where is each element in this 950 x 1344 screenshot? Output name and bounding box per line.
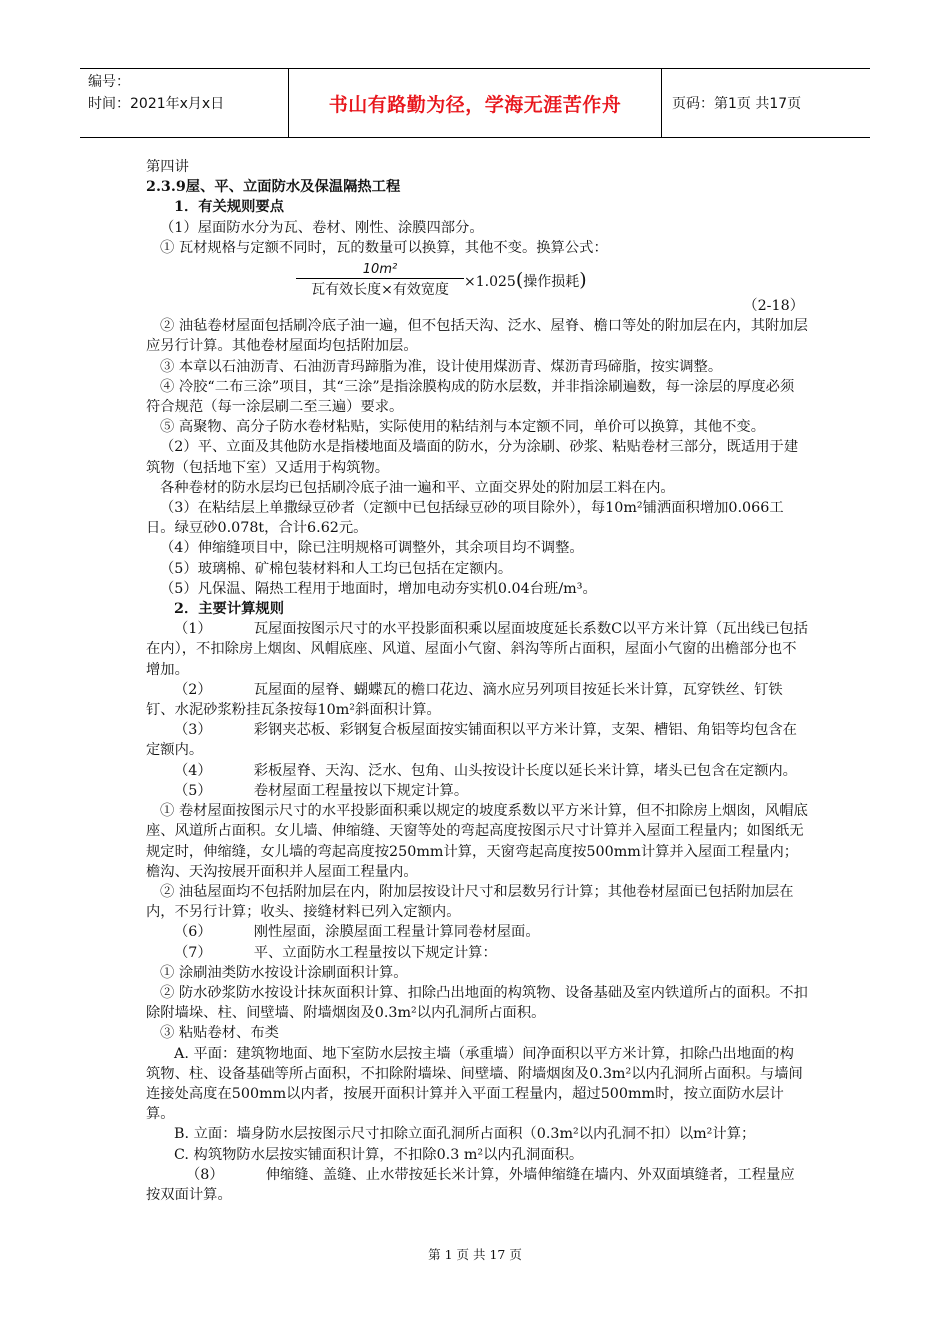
paragraph: ① 卷材屋面按图示尺寸的水平投影面积乘以规定的坡度系数以平方米计算，但不扣除房上烟囱，风帽底座、风道所占面积。女儿墙、伸缩缝、天窗等处的弯起高度按图示尺寸计算并入屋面工程量内；如图纸无规定时，伸缩缝，女儿墙的弯起高度按250mm计算，天窗弯起高度按500mm计算并入屋面工程量内；檐沟、天沟按展开面积并人屋面工程量内。 bbox=[146, 803, 808, 880]
conversion-formula bbox=[146, 258, 808, 302]
date-label: 时间：2021年x月x日 bbox=[88, 96, 225, 112]
paragraph: ③ 本章以石油沥青、石油沥青玛蹄脂为准，设计使用煤沥青、煤沥青玛碲脂，按实调整。 bbox=[160, 358, 723, 375]
page-footer: 第 1 页 共 17 页 bbox=[428, 1247, 522, 1262]
paragraph: B. 立面：墙身防水层按图示尺寸扣除立面孔洞所占面积（0.3m²以内孔洞不扣）以m²计算； bbox=[174, 1126, 756, 1143]
rule-item: （3） 彩钢夹芯板、彩钢复合板屋面按实铺面积以平方米计算，支架、槽铝、角铝等均包含在定额内。 bbox=[146, 722, 797, 759]
paragraph: ③ 粘贴卷材、布类 bbox=[160, 1025, 279, 1042]
subheading-rules: 1．有关规则要点 bbox=[174, 199, 285, 216]
page-header bbox=[80, 68, 870, 138]
paragraph: ⑤ 高聚物、高分子防水卷材粘贴，实际使用的粘结剂与本定额不同，单价可以换算，其他不变。 bbox=[160, 419, 766, 436]
rule-item: （4） 彩板屋脊、天沟、泛水、包角、山头按设计长度以延长米计算，堵头已包含在定额内。 bbox=[174, 762, 797, 779]
rule-item: （6） 刚性屋面，涂膜屋面工程量计算同卷材屋面。 bbox=[174, 924, 540, 941]
paragraph: ④ 冷胶“二布三涂”项目，其“三涂”是指涂膜构成的防水层数，并非指涂刷遍数，每一涂层的厚度必须符合规范（每一涂层刷二至三遍）要求。 bbox=[146, 378, 795, 416]
paragraph: ② 油毡屋面均不包括附加层在内，附加层按设计尺寸和层数另行计算；其他卷材屋面已包括附加层在内，不另行计算；收头、接缝材料已列入定额内。 bbox=[146, 883, 794, 921]
paragraph: （4）伸缩缝项目中，除已注明规格可调整外，其余项目均不调整。 bbox=[160, 540, 584, 557]
paragraph: ① 瓦材规格与定额不同时，瓦的数量可以换算，其他不变。换算公式： bbox=[160, 239, 608, 256]
section-title: 2.3.9屋、平、立面防水及保温隔热工程 bbox=[146, 179, 401, 196]
paragraph: （5）玻璃棉、矿棉包装材料和人工均已包括在定额内。 bbox=[160, 560, 513, 577]
formula-numerator: 10m² bbox=[362, 262, 398, 278]
formula-fraction bbox=[296, 260, 464, 300]
paragraph: （1）屋面防水分为瓦、卷材、刚性、涂膜四部分。 bbox=[160, 219, 484, 236]
rule-item: （5） 卷材屋面工程量按以下规定计算。 bbox=[174, 782, 469, 799]
paragraph: C. 构筑物防水层按实铺面积计算，不扣除0.3 m²以内孔洞面积。 bbox=[174, 1146, 584, 1163]
paragraph: （2）平、立面及其他防水是指楼地面及墙面的防水，分为涂刷、砂浆、粘贴卷材三部分，既适用于建筑物（包括地下室）又适用于构筑物。 bbox=[146, 439, 799, 476]
paragraph: 各种卷材的防水层均已包括刷冷底子油一遍和平、立面交界处的附加层工料在内。 bbox=[160, 479, 675, 496]
lecture-label: 第四讲 bbox=[146, 159, 189, 175]
paragraph: ② 油毡卷材屋面包括刷冷底子油一遍，但不包括天沟、泛水、屋脊、檐口等处的附加层在内，其附加层应另行计算。其他卷材屋面均包括附加层。 bbox=[146, 318, 808, 355]
header-motto: 书山有路勤为径，学海无涯苦作舟 bbox=[289, 69, 662, 137]
header-page-label: 页码：第1页 共17页 bbox=[672, 96, 802, 112]
paragraph: ② 防水砂浆防水按设计抹灰面积计算、扣除凸出地面的构筑物、设备基础及室内铁道所占的面积。不扣除附墙垛、柱、间壁墙、附墙烟囱及0.3m²以内孔洞所占面积。 bbox=[146, 984, 808, 1022]
header-meta bbox=[80, 69, 289, 137]
subheading-calc-rules: 2．主要计算规则 bbox=[174, 601, 285, 618]
formula-multiplier: ×1.025(操作损耗) bbox=[464, 269, 587, 292]
paragraph: ① 涂刷油类防水按设计涂刷面积计算。 bbox=[160, 964, 408, 981]
equation-number: （2-18） bbox=[743, 298, 804, 315]
rule-item: （2） 瓦屋面的屋脊、蝴蝶瓦的檐口花边、滴水应另列项目按延长米计算，瓦穿铁丝、钉铁钉、水泥砂浆粉挂瓦条按每10m²斜面积计算。 bbox=[146, 681, 783, 719]
rule-item: （8） 伸缩缝、盖缝、止水带按延长米计算，外墙伸缩缝在墙内、外双面填缝者，工程量应按双面计算。 bbox=[146, 1166, 795, 1203]
paragraph: A. 平面：建筑物地面、地下室防水层按主墙（承重墙）间净面积以平方米计算，扣除凸出地面的构筑物、柱、设备基础等所占面积，不扣除附墙垛、间壁墙、附墙烟囱及0.3m²以内孔洞所占面积。与墙间连接处高度在500mm以内者，按展开面积计算并入平面工程量内，超过500mm时，按立面防水层计算。 bbox=[146, 1045, 803, 1123]
rule-item: （1） 瓦屋面按图示尺寸的水平投影面积乘以屋面坡度延长系数C以平方米计算（瓦出线已包括在内），不扣除房上烟囱、风帽底座、风道、屋面小气窗、斜沟等所占面积，屋面小气窗的出檐部分也不增加。 bbox=[146, 621, 808, 678]
paragraph: （5）凡保温、隔热工程用于地面时，增加电动夯实机0.04台班/m³。 bbox=[160, 580, 597, 597]
number-label: 编号： bbox=[88, 74, 130, 90]
rule-item: （7） 平、立面防水工程量按以下规定计算： bbox=[174, 944, 497, 961]
formula-denominator: 瓦有效长度×有效宽度 bbox=[311, 282, 449, 299]
paragraph: （3）在粘结层上单撒绿豆砂者（定额中已包括绿豆砂的项目除外），每10m²铺洒面积增加0.066工日。绿豆砂0.078t，合计6.62元。 bbox=[146, 500, 784, 537]
document-body bbox=[146, 157, 808, 1205]
